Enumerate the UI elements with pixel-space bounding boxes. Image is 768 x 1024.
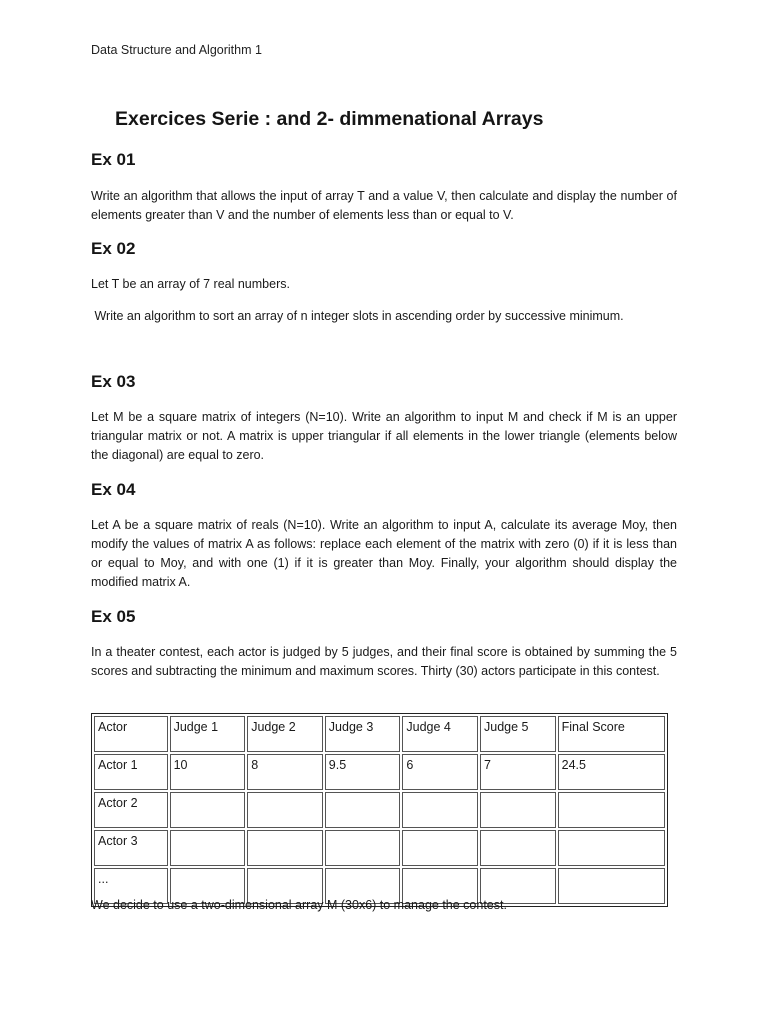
table-header-cell: Judge 5 bbox=[480, 716, 556, 752]
table-cell bbox=[247, 792, 323, 828]
table-cell bbox=[480, 830, 556, 866]
table-header-cell: Judge 2 bbox=[247, 716, 323, 752]
table-cell bbox=[480, 792, 556, 828]
table-cell bbox=[558, 830, 665, 866]
table-cell: 8 bbox=[247, 754, 323, 790]
table-cell bbox=[170, 792, 246, 828]
exercise-heading-4: Ex 04 bbox=[91, 480, 136, 499]
table-cell bbox=[402, 792, 478, 828]
table-cell bbox=[170, 830, 246, 866]
table-cell bbox=[325, 792, 401, 828]
exercise-heading-5: Ex 05 bbox=[91, 607, 136, 626]
table-cell: ... bbox=[94, 868, 168, 904]
table-cell: 9.5 bbox=[325, 754, 401, 790]
table-row bbox=[94, 830, 665, 866]
page-title: Exercices Serie : and 2- dimmenational Arrays bbox=[115, 108, 544, 130]
exercise-heading-3: Ex 03 bbox=[91, 372, 136, 391]
exercise-2-text-2: Write an algorithm to sort an array of n integer slots in ascending order by successive minimum. bbox=[91, 309, 624, 323]
score-table bbox=[91, 713, 668, 907]
table-row bbox=[94, 754, 665, 790]
exercise-heading-1: Ex 01 bbox=[91, 150, 136, 169]
table-cell bbox=[402, 830, 478, 866]
course-header: Data Structure and Algorithm 1 bbox=[91, 43, 262, 57]
table-cell: Actor 3 bbox=[94, 830, 168, 866]
exercise-5-text: In a theater contest, each actor is judged by 5 judges, and their final score is obtained by summing the 5 scores and subtracting the minimum and maximum scores. Thirty (30) actors participate in this contest. bbox=[91, 645, 677, 678]
table-header-cell: Judge 3 bbox=[325, 716, 401, 752]
closing-text: We decide to use a two-dimensional array M (30x6) to manage the contest. bbox=[91, 898, 507, 912]
exercise-4-text: Let A be a square matrix of reals (N=10). Write an algorithm to input A, calculate its average Moy, then modify the values of matrix A as follows: replace each element of the matrix with zero (0) if it is less than or equal to Moy, and with one (1) if it is greater than Moy. Finally, your algorithm should display the modified matrix A. bbox=[91, 518, 677, 589]
table-header-cell: Actor bbox=[94, 716, 168, 752]
table-cell bbox=[247, 830, 323, 866]
exercise-3-text: Let M be a square matrix of integers (N=10). Write an algorithm to input M and check if M is an upper triangular matrix or not. A matrix is upper triangular if all elements in the lower triangle (elements below the diagonal) are equal to zero. bbox=[91, 410, 677, 462]
table-cell: 7 bbox=[480, 754, 556, 790]
table-header-cell: Final Score bbox=[558, 716, 665, 752]
table-cell bbox=[558, 868, 665, 904]
table-cell: 24.5 bbox=[558, 754, 665, 790]
table-row bbox=[94, 792, 665, 828]
table-cell: Actor 2 bbox=[94, 792, 168, 828]
table-cell: 6 bbox=[402, 754, 478, 790]
table-header-row bbox=[94, 716, 665, 752]
table-cell: 10 bbox=[170, 754, 246, 790]
table-header-cell: Judge 1 bbox=[170, 716, 246, 752]
exercise-2-text-1: Let T be an array of 7 real numbers. bbox=[91, 277, 290, 291]
exercise-1-text: Write an algorithm that allows the input of array T and a value V, then calculate and display the number of elements greater than V and the number of elements less than or equal to V. bbox=[91, 189, 677, 222]
exercise-heading-2: Ex 02 bbox=[91, 239, 136, 258]
table-header-cell: Judge 4 bbox=[402, 716, 478, 752]
table-cell bbox=[558, 792, 665, 828]
table-cell: Actor 1 bbox=[94, 754, 168, 790]
table-cell bbox=[325, 830, 401, 866]
